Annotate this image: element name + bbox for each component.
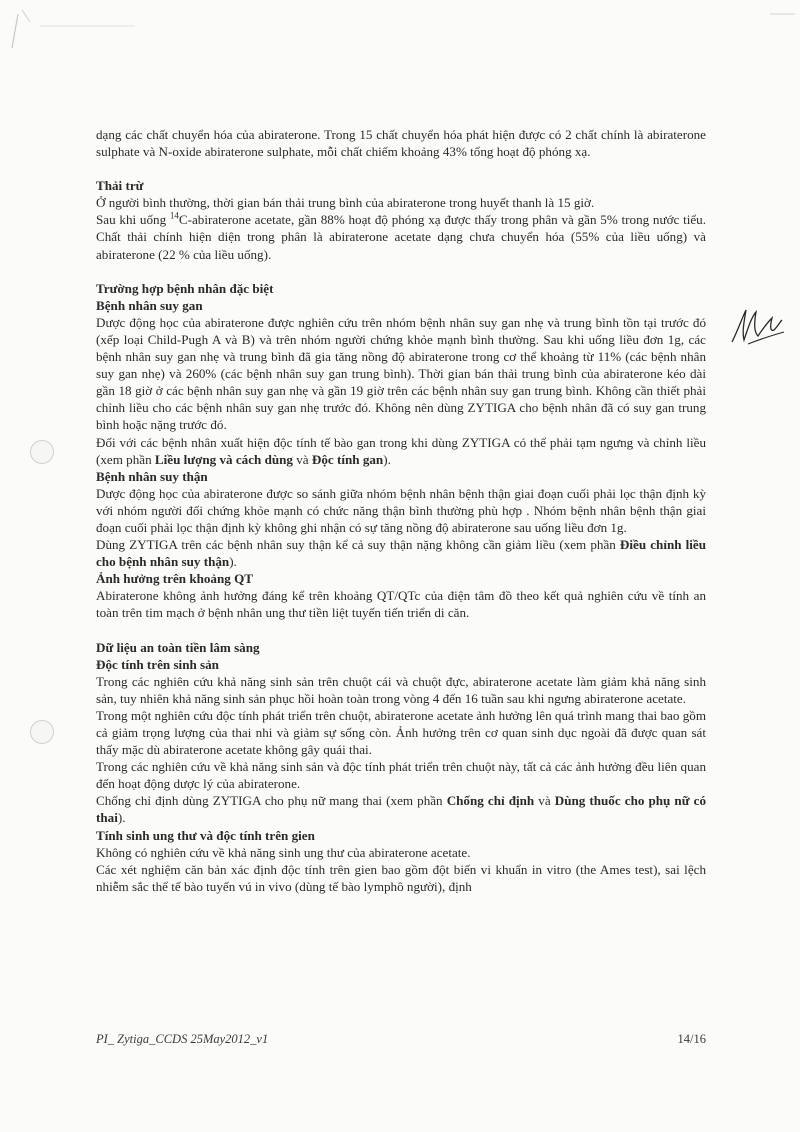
heading-elimination: Thải trừ xyxy=(96,178,144,194)
paragraph-renal-dosing: Dùng ZYTIGA trên các bệnh nhân suy thận kể cả suy thận nặng không cần giảm liều (xem phần Điều chỉnh liều cho bệnh nhân suy thận). xyxy=(96,537,707,570)
paragraph-excretion: Sau khi uống $^{14}$C-abiraterone acetate, gần 88% hoạt độ phóng xạ được thấy trong phân và gần 5% trong nước tiểu. Chất thải chính hiện diện trong phân là abiraterone acetate dạng chưa chuyển hóa (55% của liều uống) và abiraterone (22 % của liều uống). xyxy=(96,211,706,262)
heading-special-populations: Trường hợp bệnh nhân đặc biệt xyxy=(96,280,274,296)
heading-carcinogenicity: Tính sinh ung thư và độc tính trên gien xyxy=(96,827,315,843)
paragraph-metabolites: dạng các chất chuyển hóa của abiraterone. Trong 15 chất chuyển hóa phát hiện được có 2 chất chính là abiraterone sulphate và N-oxide abiraterone sulphate, mỗi chất chiếm khoảng 43% tổng hoạt độ phóng xạ. xyxy=(96,127,706,160)
paragraph-qt: Abiraterone không ảnh hưởng đáng kể trên khoảng QT/QTc của điện tâm đồ theo kết quả nghiên cứu về tính an toàn trên tim mạch ở bệnh nhân ung thư tiền liệt tuyến tiến triển di căn. xyxy=(96,588,706,621)
top-right-mark xyxy=(760,8,800,28)
paragraph-carcinogenicity: Không có nghiên cứu về khả năng sinh ung thư của abiraterone acetate. xyxy=(96,844,471,860)
heading-hepatic-impairment: Bệnh nhân suy gan xyxy=(96,297,203,313)
top-line-mark xyxy=(40,22,140,32)
punch-hole-icon xyxy=(30,720,54,744)
paragraph-contraindication: Chống chỉ định dùng ZYTIGA cho phụ nữ mang thai (xem phần Chống chỉ định và Dùng thuốc cho phụ nữ có thai). xyxy=(96,793,706,826)
paragraph-half-life: Ở người bình thường, thời gian bán thải trung bình của abiraterone trong huyết thanh là 15 giờ. xyxy=(96,195,595,211)
document-body xyxy=(96,126,706,895)
page-number: 14/16 xyxy=(677,1032,706,1046)
heading-qt-effect: Ảnh hưởng trên khoảng QT xyxy=(96,571,254,587)
heading-renal-impairment: Bệnh nhân suy thận xyxy=(96,468,208,484)
page-footer xyxy=(96,1032,706,1047)
heading-reproductive-toxicity: Độc tính trên sinh sản xyxy=(96,656,219,672)
paragraph-fertility: Trong các nghiên cứu khả năng sinh sản trên chuột cái và chuột đực, abiraterone acetate làm giảm khả năng sinh sản, tuy nhiên khả năng sinh sản phục hồi hoàn toàn trong vòng 4 đến 16 tuần sau khi ngưng abiraterone acetate. xyxy=(96,673,706,706)
paragraph-hepatotoxicity: Đối với các bệnh nhân xuất hiện độc tính tế bào gan trong khi dùng ZYTIGA có thể phải tạm ngưng và chỉnh liều (xem phần Liều lượng và cách dùng và Độc tính gan). xyxy=(96,434,706,467)
paragraph-pharmacology: Trong các nghiên cứu về khả năng sinh sản và độc tính phát triển trên chuột này, tất cả các ảnh hưởng đều liên quan đến hoạt động dược lý của abiraterone. xyxy=(96,759,706,792)
paragraph-genotoxicity: Các xét nghiệm căn bản xác định độc tính trên gien bao gồm đột biến vi khuẩn in vitro (the Ames test), sai lệch nhiễm sắc thể tế bào tuyến vú in vivo (dùng tế bào lymphô người), định xyxy=(96,861,706,894)
punch-hole-icon xyxy=(30,440,54,464)
handwritten-initials xyxy=(728,300,788,350)
heading-preclinical-safety: Dữ liệu an toàn tiền lâm sàng xyxy=(96,639,260,655)
paragraph-renal-pk: Dược động học của abiraterone được so sánh giữa nhóm bệnh nhân bệnh thận giai đoạn cuối phải lọc thận định kỳ với nhóm người đối chứng khỏe mạnh có chức năng thận bình thường phù hợp . Nhóm bệnh nhân bệnh thận giai đoạn cuối phải lọc thận định kỳ không ghi nhận có sự tăng nồng độ abiraterone sau uống liều đơn 1g. xyxy=(96,485,706,535)
paragraph-developmental: Trong một nghiên cứu độc tính phát triển trên chuột, abiraterone acetate ảnh hưởng lên quá trình mang thai bao gồm cả giảm trọng lượng của thai nhi và giảm sự sống còn. Ảnh hưởng trên cơ quan sinh dục ngoài đã được quan sát thấy mặc dù abiraterone acetate không gây quái thai. xyxy=(96,707,706,758)
document-id: PI_ Zytiga_CCDS 25May2012_v1 xyxy=(96,1032,269,1046)
paragraph-hepatic-pk: Dược động học của abiraterone được nghiên cứu trên nhóm bệnh nhân suy gan nhẹ và trung bình tồn tại trước đó (xếp loại Child-Pugh A và B) và trên nhóm người chứng khỏe mạnh bình thường. Sau khi uống liều đơn 1g, các bệnh nhân suy gan nhẹ và trung bình đã gia tăng nồng độ abiraterone trong cơ thể khoảng từ 11% (các bệnh nhân suy gan nhẹ) và 260% (các bệnh nhân suy gan trung bình). Thời gian bán thải trung bình của abiraterone kéo dài gần 18 giờ ở các bệnh nhân suy gan nhẹ và gần 19 giờ trên các bệnh nhân suy gan trung bình. Không cần thiết phải chỉnh liều cho các bệnh nhân suy gan nhẹ trước đó. Không nên dùng ZYTIGA cho bệnh nhân đã có suy gan trung bình hoặc nặng trước đó. xyxy=(96,314,706,433)
